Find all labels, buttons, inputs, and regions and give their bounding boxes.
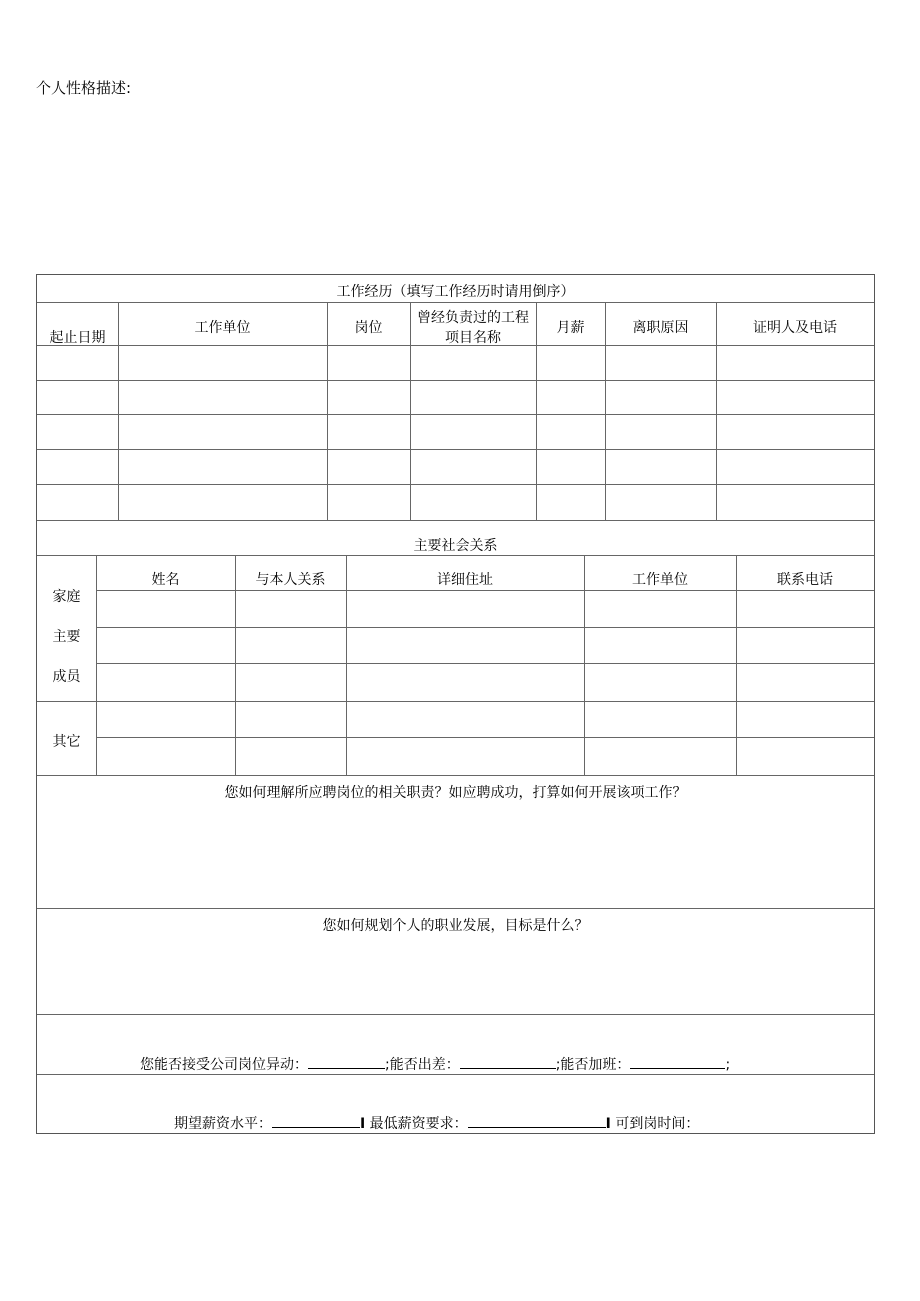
expected-salary-label: 期望薪资水平： [174, 1116, 272, 1132]
work-header-salary: 月薪 [556, 320, 585, 336]
salary-separator: I [360, 1116, 366, 1132]
work-header-project-1: 曾经负责过的工程 [417, 310, 529, 326]
social-col-line [584, 555, 585, 775]
work-header-project-2: 项目名称 [445, 330, 501, 346]
work-col-line [118, 302, 119, 520]
work-col-line [716, 302, 717, 520]
social-col-line [235, 555, 236, 775]
expected-salary-blank[interactable] [272, 1113, 360, 1128]
work-row-line [37, 380, 874, 381]
work-header-leave-reason: 离职原因 [632, 320, 689, 336]
question-divider [37, 1014, 874, 1015]
application-form [36, 274, 875, 1134]
minimum-salary-label: 最低薪资要求： [369, 1116, 468, 1132]
other-label: 其它 [52, 734, 81, 750]
social-col-line [736, 555, 737, 775]
travel-blank[interactable] [460, 1054, 556, 1069]
intro-label: 个人性格描述: [36, 79, 132, 97]
social-row-line [96, 737, 874, 738]
start-date-label: 可到岗时间： [615, 1116, 700, 1132]
work-header-company: 工作单位 [194, 320, 251, 336]
mobility-blank[interactable] [308, 1054, 385, 1069]
salary-separator: I [605, 1116, 611, 1132]
question-divider [37, 908, 874, 909]
work-row-line [37, 484, 874, 485]
work-col-line [536, 302, 537, 520]
work-col-line [410, 302, 411, 520]
social-row-line [96, 627, 874, 628]
overtime-blank[interactable] [630, 1054, 725, 1069]
work-header-reference: 证明人及电话 [753, 320, 837, 336]
question-career-plan: 您如何规划个人的职业发展，目标是什么？ [322, 918, 589, 934]
family-label-2: 主要 [52, 629, 81, 645]
social-header-name: 姓名 [151, 572, 180, 588]
work-title-divider [37, 302, 874, 303]
mobility-label: 您能否接受公司岗位异动： [140, 1057, 308, 1073]
travel-label: ;能否出差： [385, 1057, 460, 1073]
work-header-position: 岗位 [354, 320, 383, 336]
work-row-line [37, 414, 874, 415]
work-header-dates: 起止日期 [49, 330, 106, 346]
social-group-line [37, 701, 874, 702]
social-header-company: 工作单位 [632, 572, 688, 588]
family-label-1: 家庭 [52, 589, 81, 605]
question-salary-row [174, 1113, 699, 1133]
question-divider [37, 1074, 874, 1075]
work-section-title: 工作经历（填写工作经历时请用倒序） [336, 284, 575, 300]
social-row-line [96, 663, 874, 664]
social-section-end-line [37, 775, 874, 776]
work-col-line [605, 302, 606, 520]
family-label-3: 成员 [52, 669, 81, 685]
social-header-phone: 联系电话 [777, 572, 833, 588]
social-header-address: 详细住址 [437, 572, 493, 588]
work-col-line [327, 302, 328, 520]
question-mobility-row [140, 1054, 730, 1074]
social-col-line [96, 555, 97, 775]
minimum-salary-blank[interactable] [468, 1113, 606, 1128]
social-title-divider [37, 555, 874, 556]
question-job-understanding: 您如何理解所应聘岗位的相关职责？如应聘成功，打算如何开展该项工作？ [224, 785, 687, 801]
work-section-end-line [37, 520, 874, 521]
social-section-title: 主要社会关系 [413, 538, 498, 554]
work-row-line [37, 345, 874, 346]
social-col-line [346, 555, 347, 775]
social-header-relation: 与本人关系 [255, 572, 326, 588]
work-row-line [37, 449, 874, 450]
social-row-line [96, 590, 874, 591]
overtime-label: ;能否加班： [555, 1057, 631, 1073]
mobility-row-end: ; [725, 1057, 731, 1073]
